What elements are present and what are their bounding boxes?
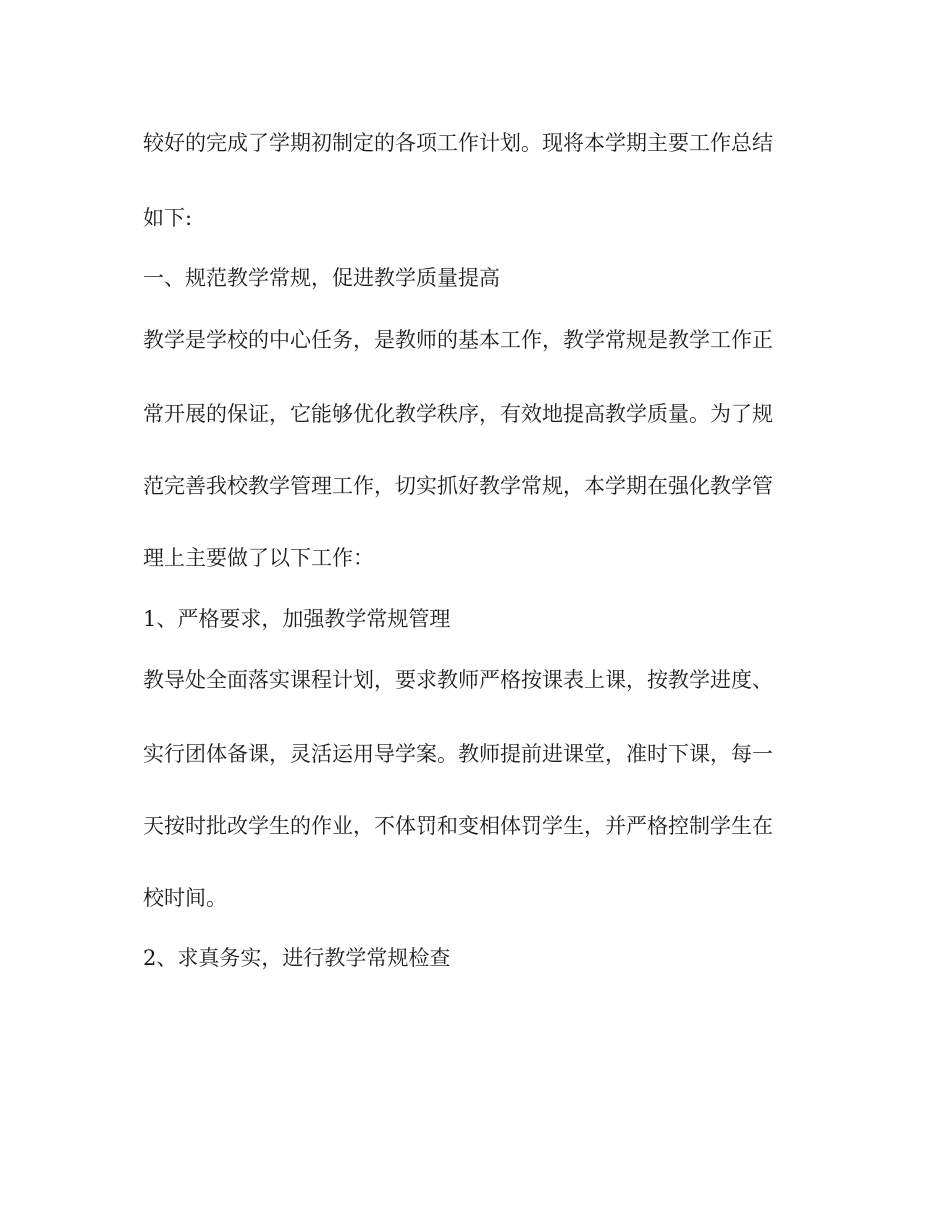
subsection-heading-2: 2、求真务实，进行教学常规检查 <box>143 946 451 970</box>
section-heading-1: 一、规范教学常规，促进教学质量提高 <box>143 266 500 290</box>
paragraph-line-5: 教导处全面落实课程计划，要求教师严格按课表上课，按教学进度、 <box>143 668 773 692</box>
paragraph-line-8: 校时间。 <box>143 886 227 910</box>
paragraph-line-7: 天按时批改学生的作业，不体罚和变相体罚学生，并严格控制学生在 <box>143 814 773 838</box>
paragraph-line-6: 实行团体备课，灵活运用导学案。教师提前进课堂，准时下课，每一 <box>143 742 773 766</box>
paragraph-line-intro-2: 如下: <box>143 206 193 230</box>
paragraph-line-2: 常开展的保证，它能够优化教学秩序，有效地提高教学质量。为了规 <box>143 402 773 426</box>
paragraph-line-intro-1: 较好的完成了学期初制定的各项工作计划。现将本学期主要工作总结 <box>143 131 773 155</box>
subsection-heading-1: 1、严格要求，加强教学常规管理 <box>143 607 451 631</box>
paragraph-line-4: 理上主要做了以下工作： <box>143 546 374 570</box>
paragraph-line-1: 教学是学校的中心任务，是教师的基本工作，教学常规是教学工作正 <box>143 328 773 352</box>
paragraph-line-3: 范完善我校教学管理工作，切实抓好教学常规，本学期在强化教学管 <box>143 474 773 498</box>
